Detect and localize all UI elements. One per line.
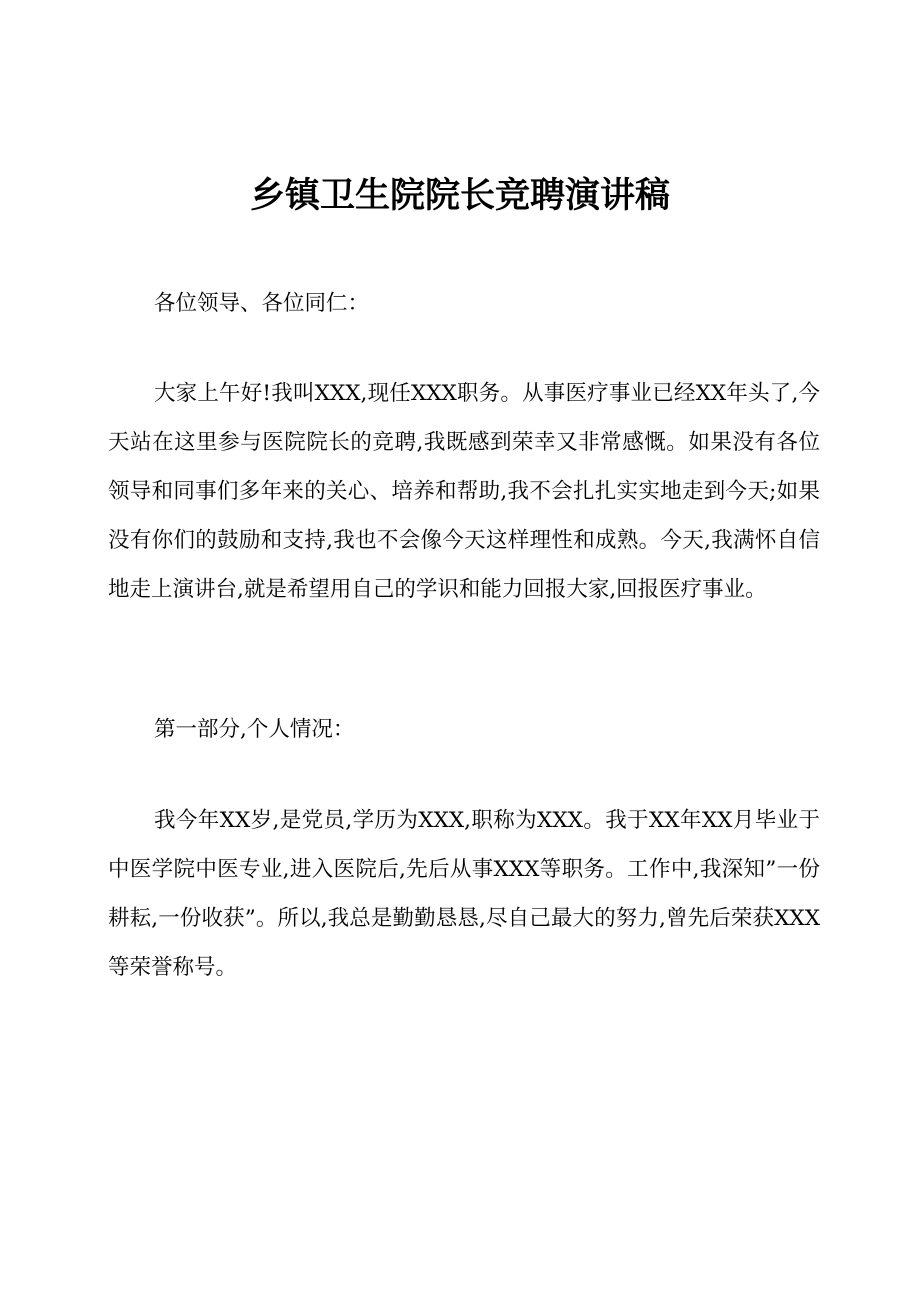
- intro-paragraph: 大家上午好!我叫XXX,现任XXX职务。从事医疗事业已经XX年头了,今天站在这里参与医院院长的竞聘,我既感到荣幸又非常感慨。如果没有各位领导和同事们多年来的关心、培养和帮助,我不会扎扎实实地走到今天;如果没有你们的鼓励和支持,我也不会像今天这样理性和成熟。今天,我满怀自信地走上演讲台,就是希望用自己的学识和能力回报大家,回报医疗事业。: [108, 381, 820, 602]
- document-title: 乡镇卫生院院长竞聘演讲稿: [249, 176, 670, 216]
- section-heading-personal: 第一部分,个人情况：: [154, 717, 355, 742]
- personal-info-paragraph: 我今年XX岁,是党员,学历为XXX,职称为XXX。我于XX年XX月毕业于中医学院中医专业,进入医院后,先后从事XXX等职务。工作中,我深知”一份耕耘,一份收获”。所以,我总是勤勤恳恳,尽自己最大的努力,曾先后荣获XXX等荣誉称号。: [108, 808, 820, 980]
- greeting-paragraph: 各位领导、各位同仁：: [154, 291, 370, 316]
